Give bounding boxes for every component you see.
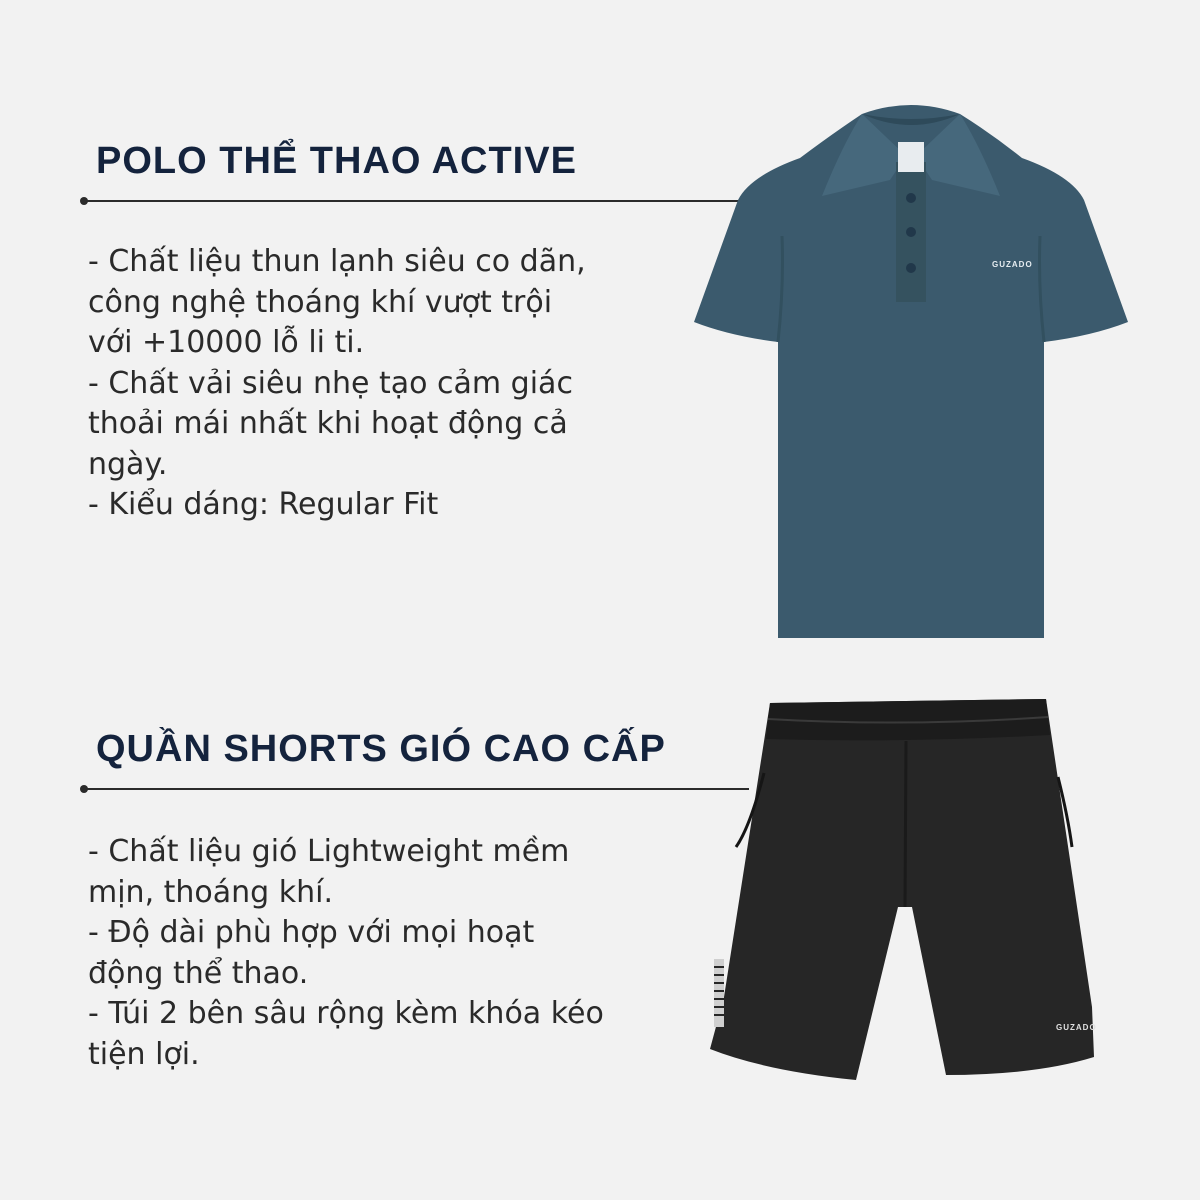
shorts-description-line: - Chất liệu gió Lightweight mềm xyxy=(88,834,570,869)
shorts-section-title: QUẦN SHORTS GIÓ CAO CẤP xyxy=(96,728,666,770)
polo-divider-line xyxy=(83,200,767,202)
shorts-description xyxy=(88,832,668,1075)
shorts-reflective-stripe xyxy=(714,959,724,1027)
polo-button xyxy=(906,263,916,273)
shorts-image xyxy=(706,697,1104,1080)
shorts-description-line: tiện lợi. xyxy=(88,1036,200,1072)
polo-description-line: ngày. xyxy=(88,446,168,482)
divider-dot xyxy=(80,785,88,793)
polo-description-line: - Chất vải siêu nhẹ tạo cảm giác xyxy=(88,365,573,401)
polo-description-line: công nghệ thoáng khí vượt trội xyxy=(88,284,553,320)
polo-description-line: với +10000 lỗ li ti. xyxy=(88,325,365,360)
polo-neck-label xyxy=(898,142,924,172)
shorts-body xyxy=(710,699,1094,1080)
polo-section-title: POLO THỂ THAO ACTIVE xyxy=(96,140,577,182)
shorts-description-line: mịn, thoáng khí. xyxy=(88,874,334,910)
shorts-brand-logo: GUZADO xyxy=(1056,1023,1097,1032)
divider-dot xyxy=(80,197,88,205)
polo-description xyxy=(88,242,668,526)
shorts-divider-line xyxy=(83,788,749,790)
polo-description-line: - Kiểu dáng: Regular Fit xyxy=(88,487,439,522)
polo-button xyxy=(906,193,916,203)
shorts-center-seam xyxy=(905,741,906,907)
polo-description-line: - Chất liệu thun lạnh siêu co dãn, xyxy=(88,244,586,279)
polo-description-line: thoải mái nhất khi hoạt động cả xyxy=(88,406,568,441)
polo-button xyxy=(906,227,916,237)
polo-brand-logo: GUZADO xyxy=(992,260,1033,269)
shorts-description-line: - Độ dài phù hợp với mọi hoạt xyxy=(88,915,535,950)
shorts-description-line: động thể thao. xyxy=(88,955,309,991)
shorts-description-line: - Túi 2 bên sâu rộng kèm khóa kéo xyxy=(88,996,604,1031)
polo-shirt-image xyxy=(692,96,1130,638)
shorts-reflective-pattern xyxy=(714,967,724,1015)
